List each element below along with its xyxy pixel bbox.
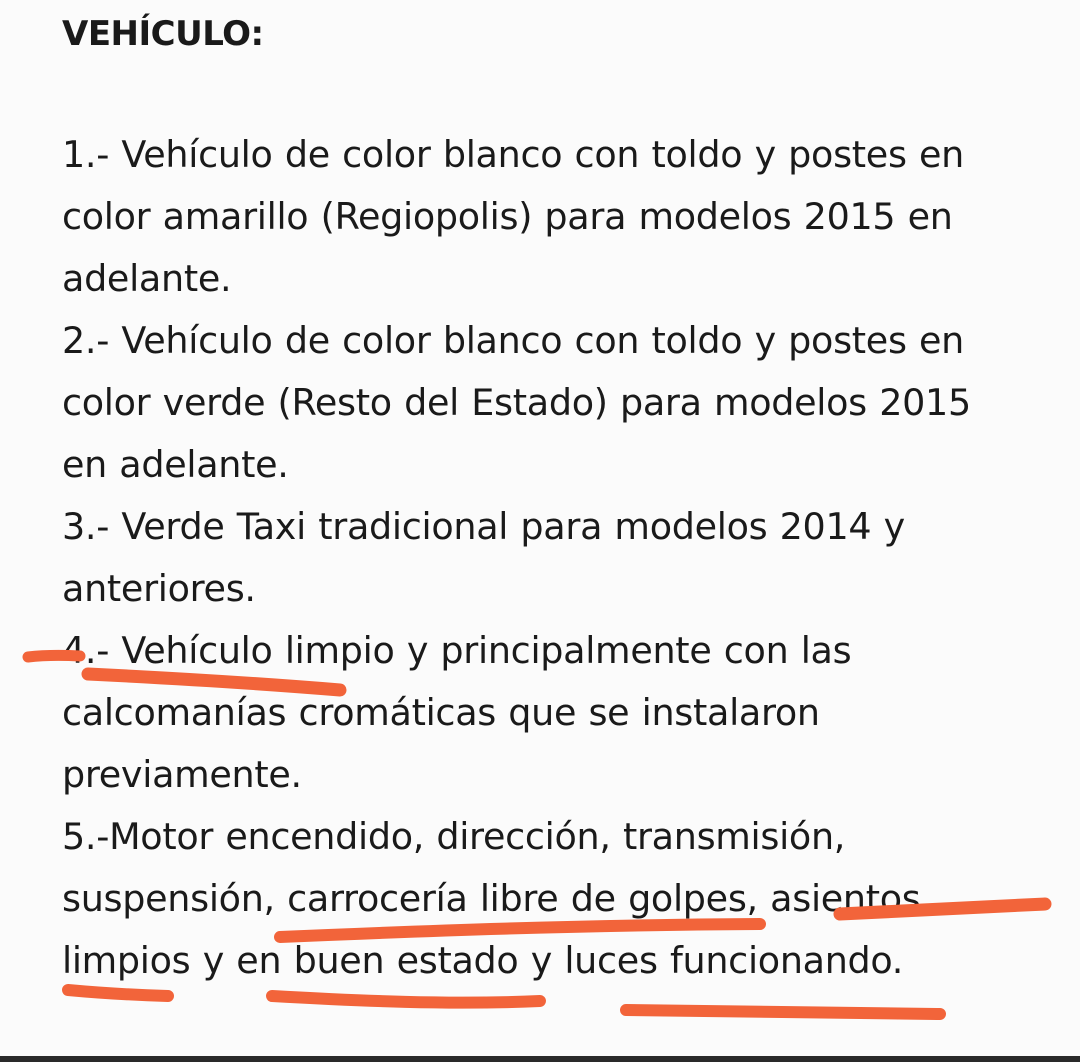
text-line: adelante.: [62, 257, 232, 300]
bottom-border: [0, 1056, 1080, 1062]
requirements-list: [62, 124, 1042, 992]
section-title: VEHÍCULO:: [62, 14, 264, 54]
text-line: 4.- Vehículo limpio y principalmente con las: [62, 629, 852, 672]
underline-mark: [272, 996, 540, 1003]
text-line: 2.- Vehículo de color blanco con toldo y postes en: [62, 319, 964, 362]
text-line: previamente.: [62, 753, 302, 796]
text-line: color amarillo (Regiopolis) para modelos 2015 en: [62, 195, 953, 238]
text-line: en adelante.: [62, 443, 289, 486]
text-line: color verde (Resto del Estado) para modelos 2015: [62, 381, 971, 424]
text-line: 3.- Verde Taxi tradicional para modelos 2014 y: [62, 505, 905, 548]
text-line: anteriores.: [62, 567, 256, 610]
text-line: 5.-Motor encendido, dirección, transmisión,: [62, 815, 846, 858]
text-line: limpios y en buen estado y luces funcionando.: [62, 939, 904, 982]
underline-mark: [626, 1010, 940, 1014]
text-line: 1.- Vehículo de color blanco con toldo y postes en: [62, 133, 964, 176]
text-line: suspensión, carrocería libre de golpes, asientos: [62, 877, 921, 920]
text-line: calcomanías cromáticas que se instalaron: [62, 691, 820, 734]
